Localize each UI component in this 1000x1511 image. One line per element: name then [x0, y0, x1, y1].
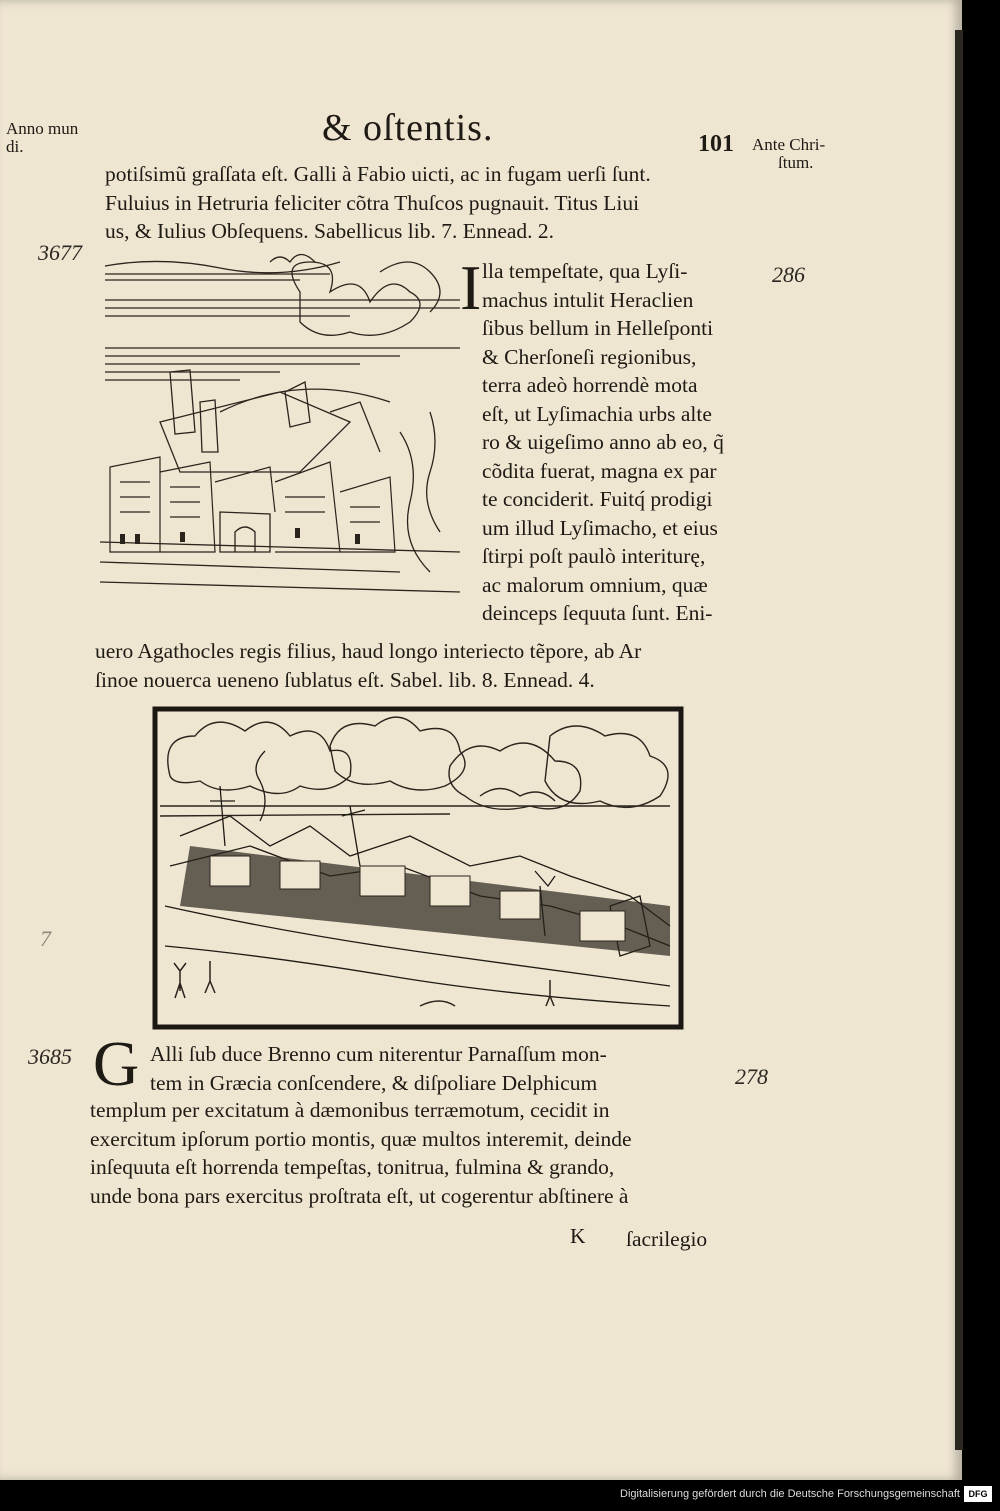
text-line: um illud Lyſimacho, et eius — [482, 515, 718, 540]
text-line: ſtirpi poſt paulò interiturę, — [482, 544, 706, 568]
text-line: deinceps ſequuta ſunt. Eni- — [482, 601, 713, 625]
text-line: ac malorum omnium, quæ — [482, 572, 708, 597]
text-line: Fuluius in Hetruria feliciter cõtra Thuſcos pugnauit. Titus Liui — [105, 190, 640, 215]
text-line: & Cherſoneſi regionibus, — [482, 344, 697, 369]
text-line: exercitum ipſorum portio montis, quæ multos interemit, deinde — [90, 1126, 632, 1151]
text-line: ſinoe nouerca ueneno ſublatus eſt. Sabel. lib. 8. Ennead. 4. — [95, 667, 595, 692]
margin-note-ante-christum: Ante Chri- ſtum. — [752, 135, 826, 172]
text-line: potiſsimũ graſſata eſt. Galli à Fabio uicti, ac in fugam uerſi ſunt. — [105, 162, 651, 186]
text-line: us, & Iulius Obſequens. Sabellicus lib. 7. Ennead. 2. — [105, 219, 555, 243]
page-edge — [955, 30, 963, 1450]
folio-number: 101 — [698, 131, 734, 157]
paragraph-1 — [105, 160, 651, 246]
margin-year-286: 286 — [772, 262, 805, 287]
woodcut-city-earthquake — [100, 252, 460, 608]
text-line: lla tempeſtate, qua Lyſi- — [482, 259, 688, 283]
text-line: terra adeò horrendè mota — [482, 373, 698, 397]
margin-year-3685: 3685 — [28, 1044, 72, 1069]
text-line: cõdita fuerat, magna ex par — [482, 458, 717, 483]
text-line: Alli ſub duce Brenno cum niterentur Parnaſſum mon- — [150, 1042, 607, 1066]
text-line: templum per excitatum à dæmonibus terræmotum, cecidit in — [90, 1098, 610, 1122]
woodcut-earthquake-town — [150, 706, 686, 1032]
text-line: uero Agathocles regis filius, haud longo interiecto tẽpore, ab Ar — [95, 639, 642, 663]
text-line: ſibus bellum in Helleſponti — [482, 316, 714, 340]
margin-year-3677: 3677 — [38, 240, 82, 265]
catchword: ſacrilegio — [626, 1227, 708, 1251]
faint-margin-mark: 7 — [40, 926, 51, 951]
margin-year-278: 278 — [735, 1064, 768, 1089]
paragraph-3-rest — [90, 1096, 632, 1210]
signature-mark: K — [570, 1224, 586, 1248]
margin-note-anno-mundi: Anno mun di. — [6, 119, 79, 156]
initial-letter-G: G — [93, 1028, 140, 1099]
text-line: te conciderit. Fuitq́ prodigi — [482, 487, 713, 511]
text-line: tem in Græcia conſcendere, & diſpoliare Delphicum — [150, 1070, 598, 1095]
paragraph-3-first-lines — [150, 1040, 607, 1097]
paragraph-2-beside-woodcut — [482, 257, 724, 628]
footer-credit: Digitalisierung gefördert durch die Deutsche Forschungsgemeinschaft — [620, 1488, 960, 1500]
footer-bar — [0, 1480, 1000, 1511]
text-line: machus intulit Heraclien — [482, 287, 694, 312]
initial-letter-I: I — [460, 252, 482, 323]
text-line: eſt, ut Lyſimachia urbs alte — [482, 401, 712, 426]
dfg-logo: DFG — [964, 1486, 992, 1502]
paragraph-2-full-width — [95, 637, 641, 694]
running-head: & oſtentis. — [322, 107, 494, 149]
text-line: unde bona pars exercitus proſtrata eſt, ut cogerentur abſtinere à — [90, 1183, 629, 1208]
text-line: inſequuta eſt horrenda tempeſtas, tonitrua, fulmina & grando, — [90, 1155, 615, 1179]
text-line: ro & uigeſimo anno ab eo, q̃ — [482, 430, 724, 454]
